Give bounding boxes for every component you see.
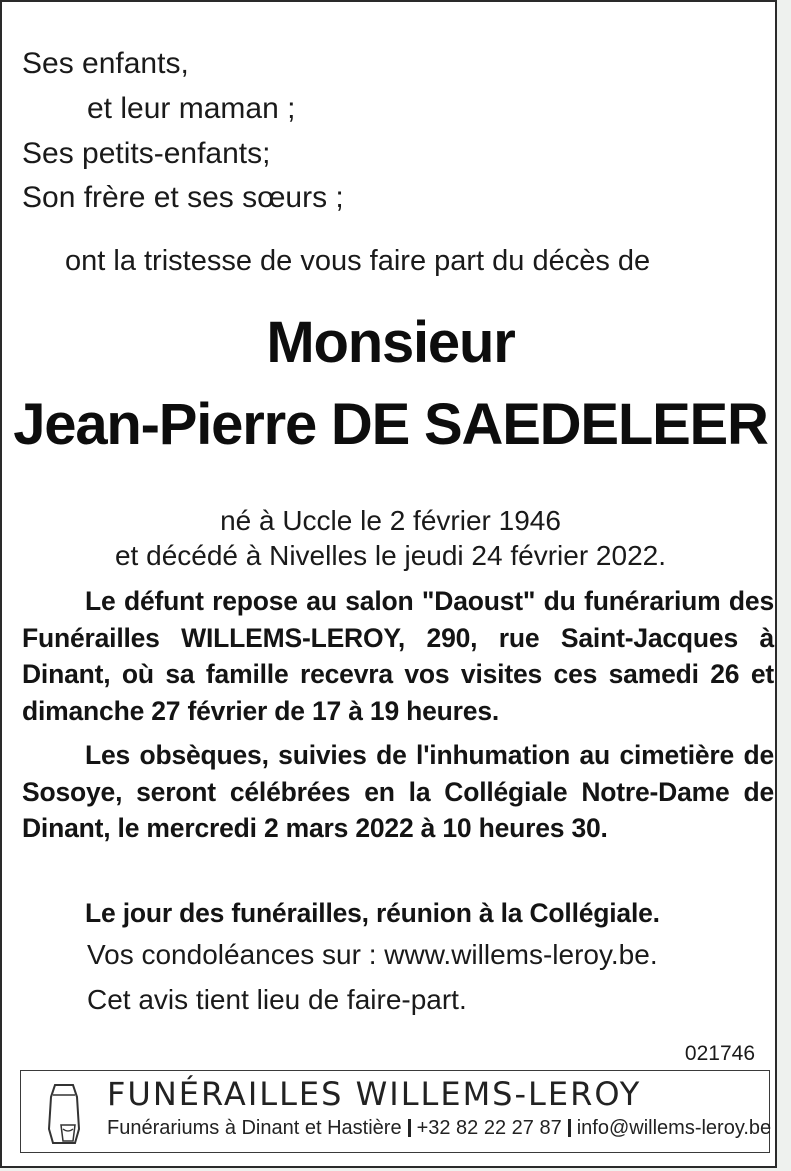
family-line-children: Ses enfants, [22, 47, 189, 80]
deceased-name: Jean-Pierre DE SAEDELEER [13, 392, 768, 457]
family-line-siblings: Son frère et ses sœurs ; [22, 181, 344, 214]
reference-number: 021746 [684, 1042, 755, 1065]
funeral-home-phone: +32 82 22 27 87 [416, 1117, 562, 1139]
condolences-line: Vos condoléances sur : www.willems-leroy.be. [87, 939, 658, 970]
funeral-urn-logo-icon [41, 1081, 87, 1147]
death-line: et décédé à Nivelles le jeudi 24 février 2022. [114, 540, 666, 571]
funeral-home-name: FUNÉRAILLES WILLEMS-LEROY [107, 1075, 642, 1113]
notice-line: Cet avis tient lieu de faire-part. [87, 984, 467, 1015]
funeral-home-banner [20, 1070, 770, 1153]
separator [568, 1119, 571, 1137]
deceased-title: Monsieur [266, 310, 515, 375]
funeral-home-contact [107, 1117, 771, 1140]
birth-line: né à Uccle le 2 février 1946 [220, 505, 561, 536]
announcement-intro: ont la tristesse de vous faire part du décès de [65, 245, 651, 277]
right-margin [777, 0, 791, 1171]
separator [408, 1119, 411, 1137]
funeral-home-email[interactable]: info@willems-leroy.be [576, 1117, 772, 1139]
paragraph-viewing: Le défunt repose au salon "Daoust" du funérarium des Funérailles WILLEMS-LEROY, 290, rue Saint-Jacques à Dinant, où sa famille recevra vos visites ces samedi 26 et dimanche 27 février de 17 à 19 heures. [22, 586, 774, 726]
funeral-home-locations: Funérariums à Dinant et Hastière [107, 1117, 402, 1139]
paragraph-meeting: Le jour des funérailles, réunion à la Collégiale. [85, 898, 660, 928]
family-line-grandchildren: Ses petits-enfants; [22, 137, 271, 170]
paragraph-ceremony: Les obsèques, suivies de l'inhumation au cimetière de Sosoye, seront célébrées en la Collégiale Notre-Dame de Dinant, le mercredi 2 mars 2022 à 10 heures 30. [22, 740, 774, 843]
family-line-mother: et leur maman ; [87, 92, 296, 125]
